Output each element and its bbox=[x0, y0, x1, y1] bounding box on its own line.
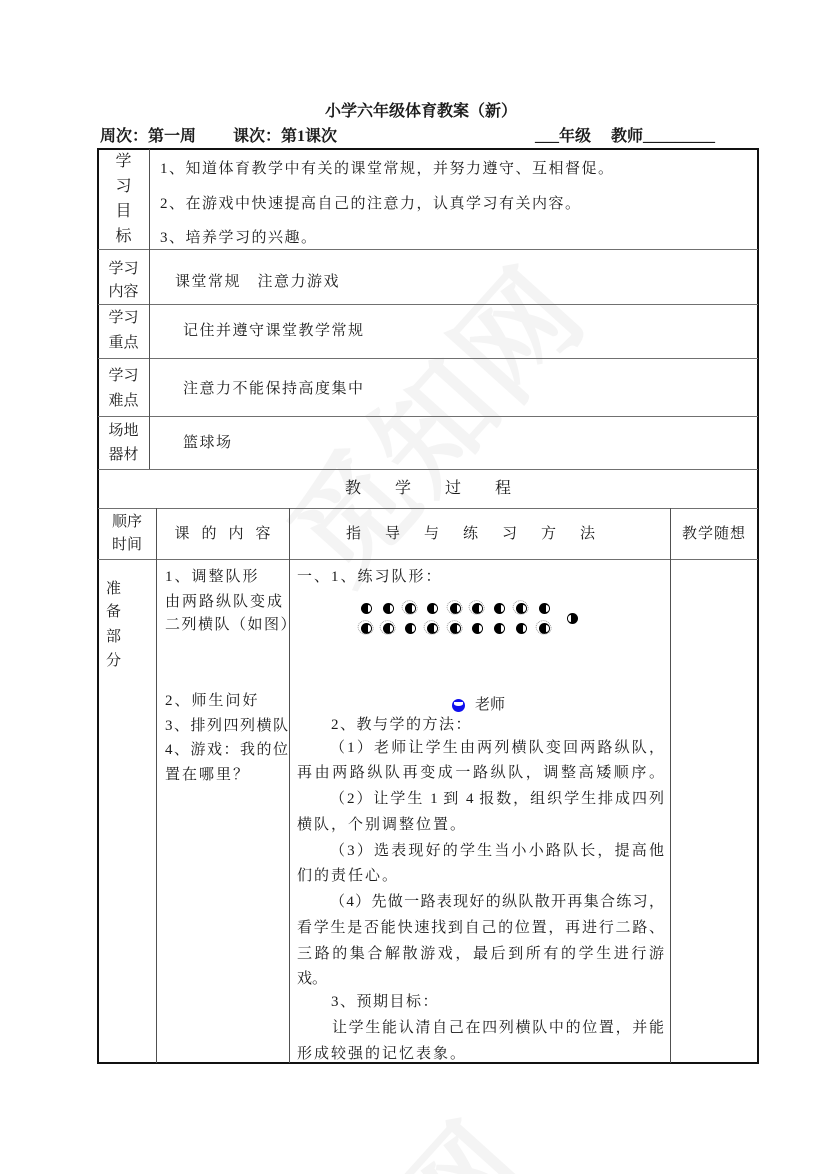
student-dot-icon bbox=[539, 603, 550, 614]
content-line: 由两路纵队变成 bbox=[165, 594, 285, 610]
header-content: 课的内容 bbox=[174, 526, 283, 542]
content-value: 课堂常规 注意力游戏 bbox=[175, 274, 341, 290]
student-dot-icon bbox=[516, 623, 527, 634]
difficulties-label: 难点 bbox=[108, 393, 139, 409]
method-line: 2、教与学的方法： bbox=[331, 717, 473, 733]
student-dot-icon bbox=[567, 613, 578, 624]
method-line: （2）让学生 1 到 4 报数，组织学生排成四列 bbox=[330, 791, 664, 807]
method-line: 三路的集合解散游戏，最后到所有的学生进行游 bbox=[297, 946, 664, 962]
student-dot-icon bbox=[450, 623, 461, 634]
header-method: 指导与练习方法 bbox=[345, 526, 619, 542]
row-divider bbox=[98, 304, 758, 305]
lesson-label: 课次：第1课次 bbox=[233, 128, 338, 145]
content-line: 置在哪里？ bbox=[165, 767, 251, 783]
row-divider bbox=[98, 358, 758, 359]
objective-item: 3、培养学习的兴趣。 bbox=[160, 230, 318, 246]
phase-char: 部 bbox=[106, 629, 122, 645]
content-line: 3、排列四列横队 bbox=[165, 718, 290, 734]
difficulties-label: 学习 bbox=[108, 368, 139, 384]
phase-char: 准 bbox=[106, 581, 122, 597]
method-line: 让学生能认清自己在四列横队中的位置，并能 bbox=[332, 1020, 664, 1036]
watermark bbox=[187, 1079, 558, 1174]
label-char: 习 bbox=[115, 178, 132, 195]
row-divider bbox=[98, 559, 758, 560]
column-divider bbox=[289, 508, 290, 1063]
method-line: （4）先做一路表现好的纵队散开再集合练习， bbox=[330, 894, 664, 910]
row-divider bbox=[98, 416, 758, 417]
teacher-icon bbox=[452, 699, 465, 712]
student-dot-icon bbox=[450, 603, 461, 614]
student-dot-icon bbox=[405, 603, 416, 614]
teacher-blank: 教师_________ bbox=[611, 128, 716, 145]
content-line: 二列横队（如图） bbox=[165, 617, 298, 633]
method-line: 横队，个别调整位置。 bbox=[297, 817, 468, 833]
venue-label: 场地 bbox=[108, 423, 139, 439]
venue-label: 器材 bbox=[108, 447, 139, 463]
row-divider bbox=[98, 249, 758, 250]
header-order-time: 顺序 bbox=[111, 514, 142, 530]
objective-item: 2、在游戏中快速提高自己的注意力，认真学习有关内容。 bbox=[160, 196, 582, 212]
student-dot-icon bbox=[361, 603, 372, 614]
content-line: 1、调整队形 bbox=[165, 569, 260, 585]
content-label: 学习 bbox=[108, 261, 139, 277]
student-dot-icon bbox=[383, 623, 394, 634]
row-divider bbox=[98, 508, 758, 509]
content-line: 4、游戏：我的位 bbox=[165, 742, 290, 758]
row-divider bbox=[98, 469, 758, 470]
method-line: 们的责任心。 bbox=[297, 868, 400, 884]
label-char: 目 bbox=[115, 203, 132, 220]
column-divider bbox=[156, 508, 157, 1063]
method-line: （3）选表现好的学生当小小路队长，提高他 bbox=[330, 843, 664, 859]
grade-blank: ___年级 bbox=[535, 128, 592, 145]
page-title: 小学六年级体育教案（新） bbox=[325, 103, 518, 120]
header-reflection: 教学随想 bbox=[681, 526, 746, 542]
method-line: 戏。 bbox=[297, 971, 328, 987]
student-dot-icon bbox=[427, 603, 438, 614]
student-dot-icon bbox=[383, 603, 394, 614]
student-dot-icon bbox=[472, 603, 483, 614]
method-line: （1）老师让学生由两列横队变回两路纵队， bbox=[330, 740, 664, 756]
label-char: 标 bbox=[115, 228, 132, 245]
key-points-value: 记住并遵守课堂教学常规 bbox=[183, 323, 365, 339]
column-divider bbox=[670, 508, 671, 1063]
content-label: 内容 bbox=[108, 284, 139, 300]
student-dot-icon bbox=[516, 603, 527, 614]
teacher-label: 老师 bbox=[475, 697, 506, 713]
student-dot-icon bbox=[539, 623, 550, 634]
student-dot-icon bbox=[427, 623, 438, 634]
label-char: 学 bbox=[115, 153, 132, 170]
difficulties-value: 注意力不能保持高度集中 bbox=[183, 381, 365, 397]
phase-char: 备 bbox=[106, 604, 122, 620]
student-dot-icon bbox=[494, 623, 505, 634]
method-line: 看学生是否能快速找到自己的位置，再进行二路、 bbox=[297, 920, 664, 936]
key-points-label: 重点 bbox=[108, 335, 139, 351]
process-title: 教学过程 bbox=[344, 480, 545, 497]
key-points-label: 学习 bbox=[108, 310, 139, 326]
student-dot-icon bbox=[494, 603, 505, 614]
student-dot-icon bbox=[361, 623, 372, 634]
method-line: 形成较强的记忆表象。 bbox=[297, 1046, 468, 1062]
method-heading: 一、1、练习队形： bbox=[297, 569, 443, 585]
method-line: 再由两路纵队再变成一路纵队，调整高矮顺序。 bbox=[297, 765, 664, 781]
phase-char: 分 bbox=[106, 653, 122, 669]
venue-value: 篮球场 bbox=[183, 435, 233, 451]
content-line: 2、师生问好 bbox=[165, 693, 260, 709]
method-line: 3、预期目标： bbox=[331, 994, 440, 1010]
label-column-divider bbox=[149, 149, 150, 469]
objective-item: 1、知道体育教学中有关的课堂常规，并努力遵守、互相督促。 bbox=[160, 161, 615, 177]
student-dot-icon bbox=[405, 623, 416, 634]
header-order-time: 时间 bbox=[111, 537, 142, 553]
week-label: 周次：第一周 bbox=[100, 128, 197, 145]
student-dot-icon bbox=[472, 623, 483, 634]
